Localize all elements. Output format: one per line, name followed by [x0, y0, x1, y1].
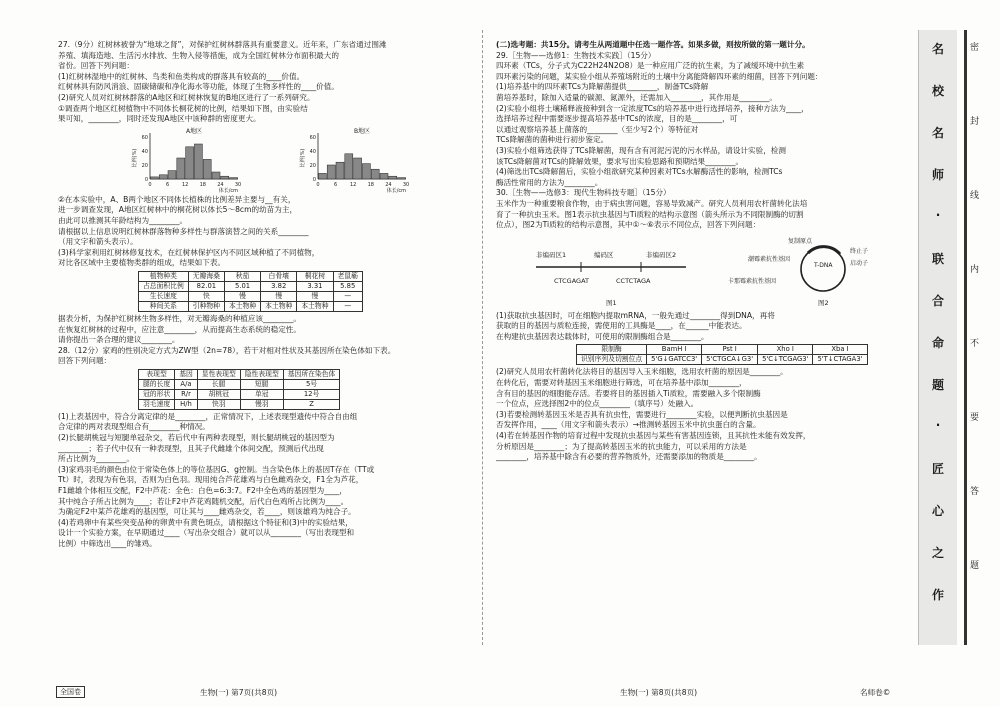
- histogram-bar: [380, 173, 388, 179]
- page-number-left: 生物(一) 第7页(共8页): [200, 688, 278, 697]
- table-cell: 本土物种: [261, 301, 297, 311]
- q27-block: [58, 40, 458, 125]
- banner-char: ·: [935, 418, 941, 432]
- table-cell: 冠的形状: [139, 389, 175, 399]
- table-cell: 生长速度: [139, 291, 189, 301]
- fig1-seq: CTCGAGAT: [554, 276, 589, 285]
- enzyme-table: [576, 344, 868, 365]
- histogram-b-svg: [296, 127, 414, 193]
- left-column: [58, 40, 458, 550]
- y-tick-label: 20: [141, 162, 148, 169]
- banner-char: 联: [931, 252, 944, 266]
- histogram-title: A地区: [185, 127, 203, 135]
- q27-line: 果可知，________，同时还发现A地区中该种群的密度更大。: [58, 114, 261, 124]
- q27-line: （用文字和箭头表示）。: [58, 237, 138, 247]
- q27-line: 对比各区域中主要植物类群的组成，结果如下表。: [58, 258, 226, 268]
- fig2-label: 潮霉素抗性基因: [747, 255, 790, 263]
- y-tick-label: 60: [309, 134, 316, 141]
- table-header: BamH I: [647, 345, 702, 355]
- q30-line: (2)研究人员用农杆菌转化法将目的基因导入玉米细胞，选用农杆菌的原因是________。: [496, 367, 788, 377]
- y-tick-label: 20: [309, 162, 316, 169]
- fig2-label: 终止子: [849, 247, 868, 255]
- q28-line: 其中纯合子所占比例为____；若让F2中芦花鸡随机交配，后代白色鸡所占比例为____。: [58, 496, 349, 506]
- x-tick-label: 24: [385, 181, 392, 188]
- table-row: [139, 281, 363, 291]
- q30-line: 含有目的基因的细胞能存活。若要将目的基因插入Ti质粒，需要融入多个限制酶: [496, 388, 761, 398]
- table-cell: 慢: [261, 291, 297, 301]
- histogram-bar: [177, 158, 185, 179]
- table-cell: 5.85: [333, 281, 362, 291]
- table-cell: 慢: [297, 291, 333, 301]
- table-header: 桐花树: [297, 271, 333, 281]
- q30-block-c: [496, 367, 908, 462]
- table-row: [139, 389, 340, 399]
- table-header: 表现型: [139, 369, 175, 379]
- q27-line: 红树林具有防风消浪、固碳储碳和净化海水等功能，体现了生物多样性的____价值。: [58, 82, 339, 92]
- y-axis-label: 比例(%): [132, 148, 138, 168]
- table-cell: 5.01: [224, 281, 260, 291]
- q28-line: Tt）时，表现为有色羽，否则为白色羽。现用纯合芦花雄鸡与白色雌鸡杂交，F1全为芦花，: [58, 475, 364, 485]
- x-tick-label: 6: [166, 181, 170, 188]
- table-cell: 本土物种: [297, 301, 333, 311]
- table-row: [139, 301, 363, 311]
- histogram-title: B地区: [353, 127, 371, 135]
- table-cell: 胡桃冠: [197, 389, 240, 399]
- seal-char: 答: [970, 487, 980, 497]
- table-cell: 长腿: [197, 379, 240, 389]
- q29-line: 菌培养基时，除加入适量的碳源、氮源外，还需加入________，其作用是________。: [496, 92, 777, 102]
- q27-block-b: [58, 195, 458, 269]
- q30-line: 获取的目的基因与质粒连接，需使用的工具酶是____，在______中能表达。: [496, 321, 747, 331]
- sidebar-banner: [918, 30, 957, 645]
- seal-text: [970, 40, 990, 632]
- q29-line: 以通过观察培养基上菌落的________（至少写2个）等特征对: [496, 124, 699, 134]
- x-tick-label: 0: [148, 181, 152, 188]
- histogram-b: [296, 127, 414, 193]
- table-header: Xho I: [758, 345, 813, 355]
- histogram-bar: [345, 154, 353, 179]
- right-column: [496, 40, 908, 463]
- table-row: [139, 291, 363, 301]
- fig1-label: 非编码区2: [646, 250, 677, 259]
- banner-char: 题: [931, 378, 944, 392]
- publisher-mark: 名师卷©: [860, 688, 891, 697]
- y-tick-label: 40: [309, 148, 316, 155]
- fig1-label: 编码区: [594, 250, 614, 259]
- x-tick-label: 12: [182, 181, 189, 188]
- banner-char: 名: [931, 126, 944, 140]
- q29-line: (1)培养基中的四环素TCs为降解菌提供________，制备TCs降解: [496, 82, 709, 92]
- table-cell: 羽毛速度: [139, 399, 175, 409]
- q30-line: (3)若要检测转基因玉米是否具有抗虫性，需要进行________实验，以便判断抗虫基因是: [496, 409, 788, 419]
- q30-block: [496, 188, 908, 230]
- histogram-a: [128, 127, 246, 193]
- q30-line: 否发挥作用，____（用文字和箭头表示）→推测转基因玉米中抗虫蛋白的含量。: [496, 420, 761, 430]
- q30-line: 分析原因是________；为了提高转基因玉米的抗虫能力，可以采用的方法是: [496, 441, 747, 451]
- q27-line: ②在本实验中，A、B两个地区不同体长植株的比例差异主要与__有关，: [58, 194, 296, 204]
- q28-line: F1雌雄个体相互交配，F2中芦花：全色：白色=6:3:7。F2中全色鸡的基因型为____，: [58, 486, 347, 496]
- histogram-bar: [203, 159, 211, 179]
- table-cell: 5'G↓GATCC3': [647, 355, 702, 365]
- table-row: [139, 379, 340, 389]
- q29-line: (3)实验小组筛选获得了TCs降解菌，现有含有河泥污泥的污水样品，请设计实验，检测: [496, 145, 786, 155]
- q30-line: (4)若在转基因作物的培育过程中发现抗虫基因与某些有害基因连锁，且其抗性未能有效发挥，: [496, 431, 811, 441]
- table-cell: 快: [188, 291, 224, 301]
- histogram-bar: [150, 177, 158, 179]
- histogram-bar: [168, 170, 176, 178]
- seal-char: 密: [970, 43, 980, 53]
- histogram-bar: [398, 177, 406, 178]
- histogram-a-svg: [128, 127, 246, 193]
- banner-char: 匠: [931, 462, 944, 476]
- table-cell: 3.82: [261, 281, 297, 291]
- fig2-label: T-DNA: [813, 261, 832, 269]
- fig2-label: 启动子: [849, 259, 868, 267]
- table-header: Xba I: [813, 345, 867, 355]
- fig2-caption: 图2: [817, 298, 829, 307]
- seal-char: 内: [970, 265, 980, 275]
- figures: [526, 235, 908, 309]
- x-axis-label: 体长/cm: [218, 187, 238, 193]
- section-header: (二)选考题：共15分。请考生从两道题中任选一题作答。如果多做，则按所做的第一题计分。: [496, 40, 810, 49]
- table-header: Pst I: [702, 345, 758, 355]
- q30-line: 在构建抗虫基因表达载体时，可使用的限制酶组合是________。: [496, 331, 709, 341]
- seal-char: 封: [970, 117, 980, 127]
- q29-line: TCs降解菌的菌种进行初步鉴定。: [496, 135, 609, 145]
- x-tick-label: 24: [217, 181, 224, 188]
- banner-char: 心: [931, 504, 944, 518]
- table-cell: 本土物种: [224, 301, 260, 311]
- table-cell: 5'T↓CTAGA3': [813, 355, 867, 365]
- q30-line: 一个位点，应选择图2中的位点________（填序号）处融入。: [496, 399, 699, 409]
- banner-char: 作: [931, 588, 944, 602]
- q28-line: 比例）中筛选出____的雏鸡。: [58, 539, 157, 548]
- histogram-bar: [194, 144, 202, 179]
- table-cell: 慢羽: [240, 399, 283, 409]
- q27-line: 由此可以推测其年龄结构为________。: [58, 215, 188, 225]
- table-header: 基因所在染色体: [283, 369, 340, 379]
- q28-block-b: [58, 412, 458, 550]
- fig1-caption: 图1: [606, 298, 617, 307]
- q27-line: 进一步调查发现，A地区红树林中的桐花树以体长5～8cm的幼苗为主，: [58, 205, 298, 215]
- table-cell: R/r: [175, 389, 198, 399]
- table-cell: —: [333, 291, 362, 301]
- table-row: [139, 399, 340, 409]
- x-tick-label: 18: [367, 181, 374, 188]
- y-tick-label: 0: [144, 176, 148, 183]
- histogram-bar: [354, 158, 362, 179]
- q30-line: 位点），图2为Ti质粒的结构示意图，其中①～⑥表示不同位点，回答下列问题：: [496, 220, 761, 230]
- x-tick-label: 12: [350, 181, 357, 188]
- exam-badge-left: 全国卷: [56, 686, 85, 698]
- table-cell: A/a: [175, 379, 198, 389]
- table-cell: 5号: [283, 379, 340, 389]
- y-tick-label: 60: [141, 134, 148, 141]
- table-cell: 种间关系: [139, 301, 189, 311]
- q27-line: (2)研究人员对红树林群落的A地区和红树林恢复的B地区进行了一系列研究。: [58, 92, 315, 102]
- histogram-bar: [362, 163, 370, 178]
- table-cell: 12号: [283, 389, 340, 399]
- histogram-bar: [159, 175, 167, 179]
- table-cell: 慢: [224, 291, 260, 301]
- histogram-bar: [371, 169, 379, 179]
- q28-line: 为确定F2中某芦花雄鸡的基因型，可让其与____雌鸡杂交，若____，则该雄鸡为纯合子。: [58, 507, 356, 517]
- x-tick-label: 18: [199, 181, 206, 188]
- seal-char: 线: [970, 191, 980, 201]
- q28-line: 回答下列问题：: [58, 356, 112, 366]
- seal-line: [964, 30, 967, 645]
- banner-char: 命: [931, 336, 944, 350]
- histogram-bar: [389, 176, 397, 179]
- q29-block: [496, 51, 908, 189]
- q29-line: 29.［生物——选修1：生物技术实践］（15分）: [496, 50, 656, 60]
- q27-line: 据表分析，为保护红树林生物多样性，对无瓣海桑的种植应该________。: [58, 313, 301, 323]
- q27-block-c: [58, 314, 458, 346]
- x-tick-label: 6: [334, 181, 338, 188]
- histogram-pair: [128, 127, 458, 193]
- page-number-right: 生物(一) 第8页(共8页): [620, 688, 698, 697]
- table-header: 植物种类: [139, 271, 189, 281]
- q28-line: 设计一个实验方案，在早期通过____（写出杂交组合）就可以从________（写出表现型和: [58, 528, 355, 538]
- table-header: 白骨壤: [261, 271, 297, 281]
- seal-char: 题: [970, 561, 980, 571]
- table-header: 限制酶: [577, 345, 647, 355]
- tdna-segment: [808, 246, 840, 253]
- table-header: 隐性表现型: [240, 369, 283, 379]
- table-cell: 82.01: [188, 281, 224, 291]
- q28-line: 28.（12分）家鸡的性别决定方式为ZW型（2n=78），若干对相对性状及其基因所在染色体如下表。: [58, 345, 396, 355]
- table-cell: 识别序列及切割位点: [577, 355, 647, 365]
- table-cell: H/h: [175, 399, 198, 409]
- banner-char: 合: [931, 294, 944, 308]
- plant-table: [138, 271, 363, 312]
- table-cell: 5'CTGCA↓G3': [702, 355, 758, 365]
- histogram-bar: [186, 147, 194, 179]
- seal-char: 要: [970, 413, 980, 423]
- x-tick-label: 30: [402, 181, 410, 188]
- gene-table: [138, 369, 340, 410]
- y-axis-label: 比例(%): [300, 148, 306, 168]
- banner-char: 师: [931, 168, 944, 182]
- table-cell: 引种物种: [188, 301, 224, 311]
- table-cell: 快羽: [197, 399, 240, 409]
- histogram-bar: [336, 162, 344, 179]
- q29-line: 酶活性常用的方法为________。: [496, 177, 603, 187]
- figure-2-plasmid: [728, 235, 909, 309]
- table-cell: 占总面积比例: [139, 281, 189, 291]
- q27-line: 在恢复红树林的过程中，应注意________，从而提高生态系统的稳定性。: [58, 324, 301, 334]
- fig2-label: 卡那霉素抗性基因: [727, 277, 776, 285]
- banner-char: 名: [931, 42, 944, 56]
- q29-line: (4)筛选出TCs降解菌后，实验小组欲研究某种因素对TCs水解酶活性的影响，检测TCs: [496, 167, 783, 177]
- histogram-bar: [318, 173, 326, 179]
- q28-block: [58, 346, 458, 367]
- table-cell: 3.31: [297, 281, 333, 291]
- x-tick-label: 0: [316, 181, 320, 188]
- q30-line: ________，培养基中除含有必要的营养物质外，还需要添加的物质是________。: [496, 452, 762, 462]
- q27-line: 养殖、填海造地、生活污水排放、生物入侵等措施，成为全国红树林分布面积最大的: [58, 50, 339, 60]
- column-divider: [482, 30, 483, 645]
- q28-line: 合定律的两对表现型组合有________种情况。: [58, 422, 210, 432]
- q30-block-b: [496, 311, 908, 343]
- table-cell: —: [333, 301, 362, 311]
- q29-line: 四环素污染的问题，某实验小组从养殖场附近的土壤中分离能降解四环素的细菌，回答下列问题：: [496, 71, 823, 81]
- table-cell: 短腿: [240, 379, 283, 389]
- q28-line: 所占比例为________。: [58, 454, 134, 464]
- q29-line: (2)实验小组将土壤稀释液接种到含一定浓度TCs的培养基中进行选择培养，接种方法为____，: [496, 103, 809, 113]
- q30-line: 在转化后，需要对转基因玉米细胞进行筛选，可在培养基中添加________，: [496, 378, 747, 388]
- table-header: 秋茄: [224, 271, 260, 281]
- q27-line: 请你提出一条合理的建议________。: [58, 335, 180, 345]
- q27-line: (3)科学家利用红树林修复技术，在红树林保护区内不同区域种植了不同植物，: [58, 247, 320, 257]
- banner-char: 之: [931, 546, 944, 560]
- q27-line: 请根据以上信息说明红树林群落物种多样性与群落演替之间的关系________: [58, 226, 309, 236]
- banner-char: ·: [935, 208, 941, 222]
- q27-line: 省份。回答下列问题：: [58, 61, 134, 71]
- table-cell: 单冠: [240, 389, 283, 399]
- q28-line: (1)上表基因中，符合分离定律的是________，正常情况下，上述表现型遗传中符合自由组: [58, 411, 358, 421]
- q28-line: ________；若子代中仅有一种表现型，且其子代雌雄个体间交配，预测后代出现: [58, 443, 324, 453]
- q27-line: ①调查两个地区红树植物中不同体长桐花树的比例，结果如下图，由实验结: [58, 103, 308, 113]
- histogram-bar: [230, 177, 238, 178]
- x-tick-label: 30: [234, 181, 242, 188]
- figure-1-gene: [526, 235, 688, 309]
- seal-char: 不: [970, 339, 980, 349]
- table-header: 基因: [175, 369, 198, 379]
- table-cell: 5'C↓TCGAG3': [758, 355, 813, 365]
- histogram-bar: [221, 176, 229, 179]
- q27-line: (1)红树林湿地中的红树林、鸟类和鱼类构成的群落具有较高的____价值。: [58, 71, 305, 81]
- q28-line: (3)家鸡羽毛的颜色由位于常染色体上的等位基因G、g控制。当含染色体上的基因T存在（TT或: [58, 464, 375, 474]
- histogram-bar: [327, 165, 335, 179]
- q28-line: (4)若鸡卵中有某些突变品种的卵黄中有黄色斑点，请根据这个特征和(3)中的实验结果，: [58, 517, 353, 527]
- table-cell: Z: [283, 399, 340, 409]
- x-axis-label: 体长/cm: [386, 187, 406, 193]
- q30-line: 玉米作为一种重要粮食作物，由于病虫害问题，容易导致减产。研究人员利用农杆菌转化法培: [496, 198, 808, 208]
- fig2-label: 复制原点: [787, 237, 812, 245]
- y-tick-label: 40: [141, 148, 148, 155]
- fig1-seq: CCTCTAGA: [616, 276, 651, 285]
- q29-line: 该TCs降解菌对TCs的降解效果，要求写出实验思路和预期结果________。: [496, 156, 744, 166]
- banner-char: 校: [931, 84, 944, 98]
- q29-line: 四环素（TCs，分子式为C22H24N2O8）是一种应用广泛的抗生素，为了减缓环境中抗生素: [496, 61, 805, 71]
- table-header: 显性表现型: [197, 369, 240, 379]
- histogram-bar: [212, 172, 220, 179]
- fig1-label: 非编码区1: [536, 250, 567, 259]
- y-tick-label: 0: [312, 176, 316, 183]
- q30-line: 育了一种抗虫玉米。图1表示抗虫基因与Ti质粒的结构示意图（箭头所示为不同限制酶的切割: [496, 209, 804, 219]
- table-cell: 腿的长度: [139, 379, 175, 389]
- q30-line: 30.［生物——选修3：现代生物科技专题］（15分）: [496, 188, 671, 198]
- table-header: 老鼠簕: [333, 271, 362, 281]
- q30-line: (1)获取抗虫基因时，可在细胞内提取mRNA，一般先通过________得到DNA，再将: [496, 310, 775, 320]
- q27-line: 27.（9分）红树林被誉为“地球之肾”，对保护红树林群落具有重要意义。近年来，广东省通过围滩: [58, 40, 387, 49]
- q29-line: 选择培养过程中需要逐步提高培养基中TCs的浓度，目的是________，可: [496, 114, 738, 124]
- table-row: [577, 355, 868, 365]
- table-header: 无瓣海桑: [188, 271, 224, 281]
- q28-line: (2)长腿胡桃冠与短腿单冠杂交，若后代中有两种表现型，则长腿胡桃冠的基因型为: [58, 433, 335, 443]
